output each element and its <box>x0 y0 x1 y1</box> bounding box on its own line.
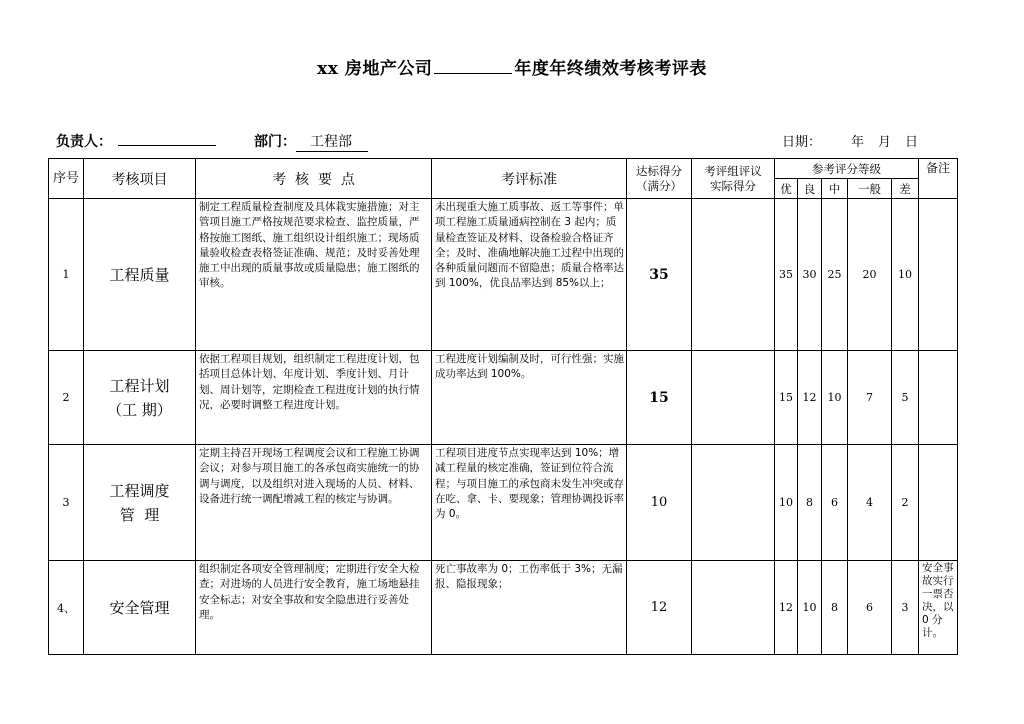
row-max-score: 10 <box>627 445 692 561</box>
row-actual-score <box>692 561 775 655</box>
row-grade-medium: 25 <box>822 199 848 351</box>
dept-label: 部门： <box>254 134 296 150</box>
row-grade-excellent: 10 <box>775 445 798 561</box>
row-actual-score <box>692 351 775 445</box>
row-item-line1: 工程计划 <box>109 376 170 395</box>
row-points: 制定工程质量检查制度及具体栽实施措施；对主管项目施工严格按规范要求检查、监控质量，严格按施工图纸、施工组织设计组织施工；现场质量验收检查表格签证准确、规范；及时妥善处理施工中出现的质量事故或质量隐患；施工图纸的审核。 <box>196 199 432 351</box>
row-max-score: 12 <box>627 561 692 655</box>
row-remark <box>919 445 958 561</box>
row-grade-medium: 8 <box>822 561 848 655</box>
row-grade-poor: 2 <box>892 445 919 561</box>
row-criteria: 工程项目进度节点实现率达到 10%；增减工程量的核定准确，签证到位符合流程；与项目施工的承包商未发生冲突或存在吃、拿、卡、要现象；管理协调投诉率为 0。 <box>432 445 627 561</box>
header-row <box>49 159 958 179</box>
header-remark: 备注 <box>919 159 958 199</box>
table-row <box>49 561 958 655</box>
header-actual-line2: 实际得分 <box>710 178 756 193</box>
row-seq: 1 <box>49 199 84 351</box>
row-grade-good: 12 <box>798 351 822 445</box>
row-grade-good: 8 <box>798 445 822 561</box>
table-row <box>49 445 958 561</box>
header-actual-score <box>692 159 775 199</box>
row-grade-medium: 10 <box>822 351 848 445</box>
row-remark: 安全事故实行一票否决，以 0 分计。 <box>919 561 958 655</box>
header-item: 考核项目 <box>84 159 196 199</box>
grade-excellent: 优 <box>775 179 798 199</box>
row-grade-average: 20 <box>848 199 892 351</box>
row-grade-average: 6 <box>848 561 892 655</box>
header-points: 考 核 要 点 <box>196 159 432 199</box>
row-remark <box>919 351 958 445</box>
date-year: 年 <box>851 135 865 150</box>
form-title <box>0 54 1024 79</box>
row-item-line2: （工 期） <box>107 400 172 419</box>
header-max-score <box>627 159 692 199</box>
row-grade-medium: 6 <box>822 445 848 561</box>
row-actual-score <box>692 445 775 561</box>
date-label: 日期： <box>782 135 822 150</box>
row-criteria: 未出现重大施工质事故、返工等事件；单项工程施工质量通病控制在 3 起内；质量检查签证及材料、设备检验合格证齐全；及时、准确地解决施工过程中出现的各种质量问题而不留隐患；质量合格率达到 100%，优良品率达到 85%以上； <box>432 199 627 351</box>
row-criteria: 工程进度计划编制及时，可行性强；实施成功率达到 100%。 <box>432 351 627 445</box>
row-grade-excellent: 15 <box>775 351 798 445</box>
row-grade-poor: 5 <box>892 351 919 445</box>
row-points: 依据工程项目规划，组织制定工程进度计划，包括项目总体计划、年度计划、季度计划、月计划、周计划等，定期检查工程进度计划的执行情况，必要时调整工程进度计划。 <box>196 351 432 445</box>
dept-field <box>254 131 368 152</box>
row-item <box>84 445 196 561</box>
grade-medium: 中 <box>822 179 848 199</box>
row-grade-good: 10 <box>798 561 822 655</box>
row-criteria: 死亡事故率为 0；工伤率低于 3%；无漏报、隐报现象； <box>432 561 627 655</box>
row-item-line1: 工程调度 <box>109 481 170 500</box>
evaluation-table <box>48 158 958 655</box>
header-seq: 序号 <box>49 159 84 199</box>
row-item: 工程质量 <box>84 199 196 351</box>
row-remark <box>919 199 958 351</box>
row-seq: 4、 <box>49 561 84 655</box>
owner-label: 负责人： <box>56 134 112 150</box>
table-row <box>49 351 958 445</box>
row-grade-average: 7 <box>848 351 892 445</box>
date-field <box>782 131 918 150</box>
row-actual-score <box>692 199 775 351</box>
date-day: 日 <box>905 135 919 150</box>
header-max-score-line2: （满分） <box>636 178 682 193</box>
title-prefix: xx 房地产公司 <box>317 59 433 79</box>
row-item <box>84 351 196 445</box>
row-item: 安全管理 <box>84 561 196 655</box>
row-points: 定期主持召开现场工程调度会议和工程施工协调会议；对参与项目施工的各承包商实施统一的协调与调度，以及组织对进入现场的人员、材料、设备进行统一调配增减工程的核定与协调。 <box>196 445 432 561</box>
row-seq: 2 <box>49 351 84 445</box>
row-item-line2: 管 理 <box>119 505 160 524</box>
row-max-score: 35 <box>627 199 692 351</box>
row-points: 组织制定各项安全管理制度；定期进行安全大检查；对进场的人员进行安全教育，施工场地悬挂安全标志；对安全事故和安全隐患进行妥善处理。 <box>196 561 432 655</box>
grade-poor: 差 <box>892 179 919 199</box>
dept-value: 工程部 <box>296 131 368 152</box>
row-max-score: 15 <box>627 351 692 445</box>
row-seq: 3 <box>49 445 84 561</box>
header-max-score-line1: 达标得分 <box>636 163 682 178</box>
header-grade-group: 参考评分等级 <box>775 159 919 179</box>
row-grade-excellent: 35 <box>775 199 798 351</box>
date-month: 月 <box>878 135 892 150</box>
title-suffix: 年度年终绩效考核考评表 <box>514 59 707 79</box>
row-grade-good: 30 <box>798 199 822 351</box>
row-grade-poor: 10 <box>892 199 919 351</box>
owner-blank <box>118 133 216 146</box>
year-blank <box>434 59 512 74</box>
grade-average: 一般 <box>848 179 892 199</box>
row-grade-poor: 3 <box>892 561 919 655</box>
owner-field <box>56 131 216 151</box>
row-grade-excellent: 12 <box>775 561 798 655</box>
grade-good: 良 <box>798 179 822 199</box>
header-criteria: 考评标准 <box>432 159 627 199</box>
row-grade-average: 4 <box>848 445 892 561</box>
header-actual-line1: 考评组评议 <box>704 163 762 178</box>
table-row <box>49 199 958 351</box>
